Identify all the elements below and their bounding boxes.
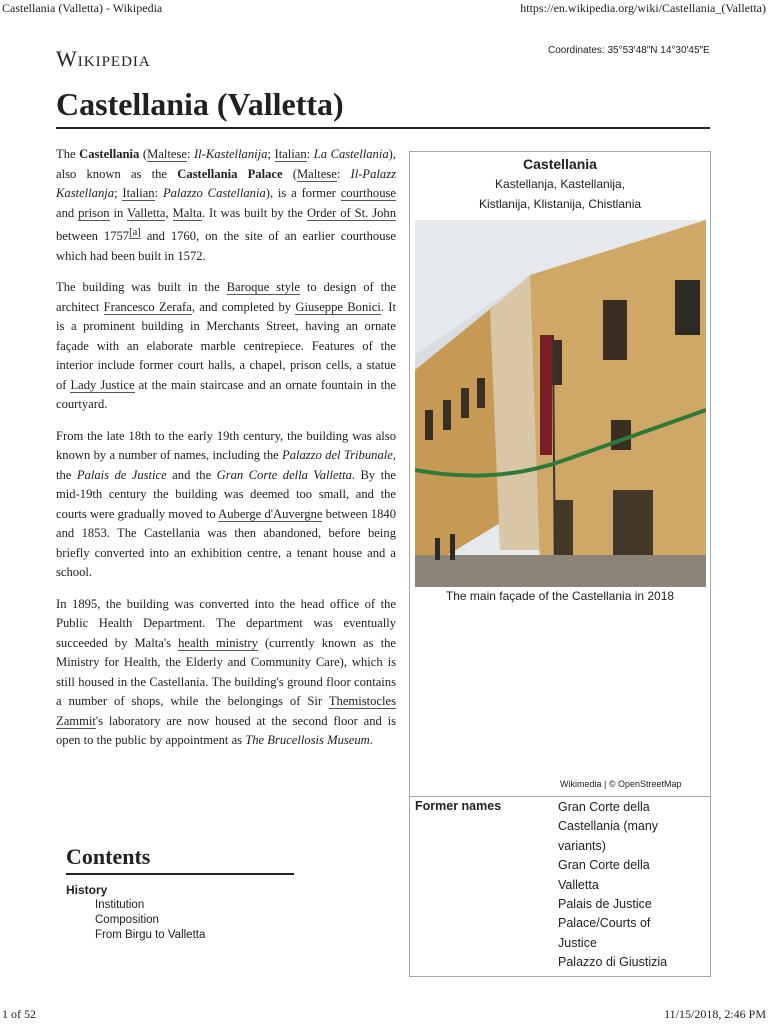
text-run: . It was built by the — [201, 205, 307, 220]
article-link[interactable]: health ministry — [178, 635, 258, 650]
building-illustration — [415, 220, 706, 587]
text-run: 's laboratory are now housed at the second floor and is open to the public by appointment as — [56, 713, 396, 748]
text-run: at the main staircase and an ornate fountain in the courtyard. — [56, 377, 396, 412]
article-link[interactable]: Giuseppe Bonici — [295, 299, 381, 314]
print-url: https://en.wikipedia.org/wiki/Castellania_(Valletta) — [520, 1, 766, 15]
article-link[interactable]: Maltese — [147, 147, 187, 161]
article-link[interactable]: courthouse — [340, 186, 396, 200]
article-link[interactable]: Themistocles Zammit — [56, 694, 396, 728]
article-paragraph — [56, 278, 396, 415]
text-run: , the — [56, 448, 396, 482]
text-run: : — [306, 147, 314, 161]
text-run: ), also known as the — [56, 147, 396, 181]
text-run: The — [56, 147, 80, 161]
text-run: : — [154, 186, 163, 200]
infobox — [409, 151, 711, 977]
text-run: and — [56, 205, 79, 220]
text-run: . It is a prominent building in Merchants Street, having an ornate façade with an elaborate marble centrepiece. Features of the interior include former court halls, a chapel, prison cells, a statue of — [56, 299, 396, 392]
text-run: in — [109, 205, 127, 220]
former-name-line: Castellania (many — [558, 819, 659, 834]
text-run: to design of the architect — [56, 280, 396, 314]
former-names-label: Former names — [415, 799, 502, 813]
castellania-photo[interactable] — [415, 220, 706, 587]
article-link[interactable]: Maltese — [296, 166, 337, 181]
text-run: between 1757 — [56, 229, 130, 244]
text-run: . — [369, 733, 373, 748]
article-link[interactable]: Auberge d'Auvergne — [218, 506, 323, 521]
native-names-line-1: Kastellanja, Kastellanija, — [494, 177, 626, 191]
table-of-contents — [56, 844, 296, 944]
image-caption: The main façade of the Castellania in 2018 — [445, 589, 675, 603]
italic-text: Palazzo Castellania — [162, 186, 266, 200]
print-page-number: 1 of 52 — [2, 1007, 36, 1021]
text-run: ; — [114, 186, 123, 200]
former-name-line: Palace/Courts of — [558, 916, 651, 931]
italic-text: La Castellania — [313, 147, 389, 161]
article-link[interactable]: Order of St. John — [306, 205, 397, 220]
page-title: Castellania (Valletta) — [56, 84, 710, 129]
italic-text: The Brucellosis Museum — [245, 733, 370, 748]
map-attribution[interactable]: Wikimedia | © OpenStreetMap — [560, 779, 682, 789]
toc-item-composition[interactable]: Composition — [95, 914, 159, 926]
bold-text: Castellania Palace — [177, 166, 283, 181]
article-body — [56, 145, 396, 763]
italic-text: Il-Kastellanija — [193, 147, 268, 161]
former-name-line: Palazzo di Giustizia — [558, 955, 668, 970]
text-run: ), is a former — [265, 186, 341, 200]
toc-item-birgu-to-valletta[interactable]: From Birgu to Valletta — [95, 929, 206, 941]
infobox-title: Castellania — [523, 156, 597, 172]
text-run: From the late 18th to the early 19th century, the building was also known by a number of names, including the — [56, 428, 396, 463]
article-link[interactable]: Baroque style — [226, 280, 300, 295]
print-page-title: Castellania (Valletta) - Wikipedia — [2, 1, 163, 15]
text-run: and the — [166, 467, 217, 482]
infobox-native-names — [410, 174, 710, 214]
former-name-line: Gran Corte della — [558, 858, 650, 873]
bold-text: Castellania — [79, 147, 140, 161]
text-run: . By the mid-19th century the building was deemed too small, and the courts were gradually moved to — [56, 467, 396, 521]
text-run: : — [336, 166, 351, 181]
article-link[interactable]: prison — [78, 205, 110, 220]
text-run: ( — [139, 147, 148, 161]
former-name-line: Palais de Justice — [558, 897, 652, 912]
contents-heading: Contents — [66, 844, 294, 875]
toc-item-institution[interactable]: Institution — [95, 899, 145, 911]
text-run: The building was built in the — [56, 280, 227, 295]
text-run: In 1895, the building was converted into the head office of the Public Health Department. The department was eventually succeeded by Malta's — [56, 596, 396, 650]
toc-item-history[interactable]: History — [66, 883, 108, 897]
italic-text: Gran Corte della Valletta — [216, 467, 352, 482]
text-run: , — [165, 205, 173, 220]
article-paragraph — [56, 595, 396, 751]
article-link[interactable]: Italian — [122, 186, 155, 200]
article-link[interactable]: Malta — [172, 205, 202, 220]
text-run: , and completed by — [191, 299, 296, 314]
article-link[interactable]: Valletta — [127, 205, 166, 220]
native-names-line-2: Kistlanija, Klistanija, Chistlania — [478, 197, 642, 211]
former-name-line: Gran Corte della — [558, 800, 650, 814]
article-paragraph — [56, 427, 396, 583]
infobox-divider — [410, 796, 710, 797]
print-timestamp: 11/15/2018, 2:46 PM — [664, 1007, 766, 1021]
former-names-list — [558, 798, 708, 973]
text-run: (currently known as the Ministry for Health, the Elderly and Community Care), which is still housed in the Castellania. The building's ground floor contains a number of shops, while the belongings of Sir — [56, 635, 397, 709]
text-run: : — [186, 147, 194, 161]
article-link[interactable]: Francesco Zerafa — [103, 299, 192, 314]
text-run: and 1760, on the site of an earlier courthouse which had been built in 1572. — [56, 229, 396, 263]
italic-text: Palazzo del Tribunale — [282, 448, 393, 463]
article-paragraph — [56, 145, 396, 266]
article-link[interactable]: Lady Justice — [70, 377, 135, 392]
text-run: between 1840 and 1853. The Castellania was then abandoned, before being briefly converted into an exhibition centre, a tenant house and a school. — [56, 506, 396, 580]
former-name-line: variants) — [558, 838, 606, 853]
italic-text: Il-Palazz Kastellanja — [56, 166, 396, 200]
footnote-ref[interactable]: [a] — [129, 227, 141, 238]
article-link[interactable]: Italian — [274, 147, 307, 161]
coordinates: Coordinates: 35°53′48″N 14°30′45″E — [548, 45, 710, 56]
former-name-line: Valletta — [558, 877, 599, 892]
italic-text: Palais de Justice — [76, 467, 167, 482]
wikipedia-logo[interactable]: Wikipedia — [56, 46, 151, 71]
former-name-line: Justice — [558, 935, 597, 950]
text-run: ; — [267, 147, 275, 161]
text-run: ( — [282, 166, 297, 181]
